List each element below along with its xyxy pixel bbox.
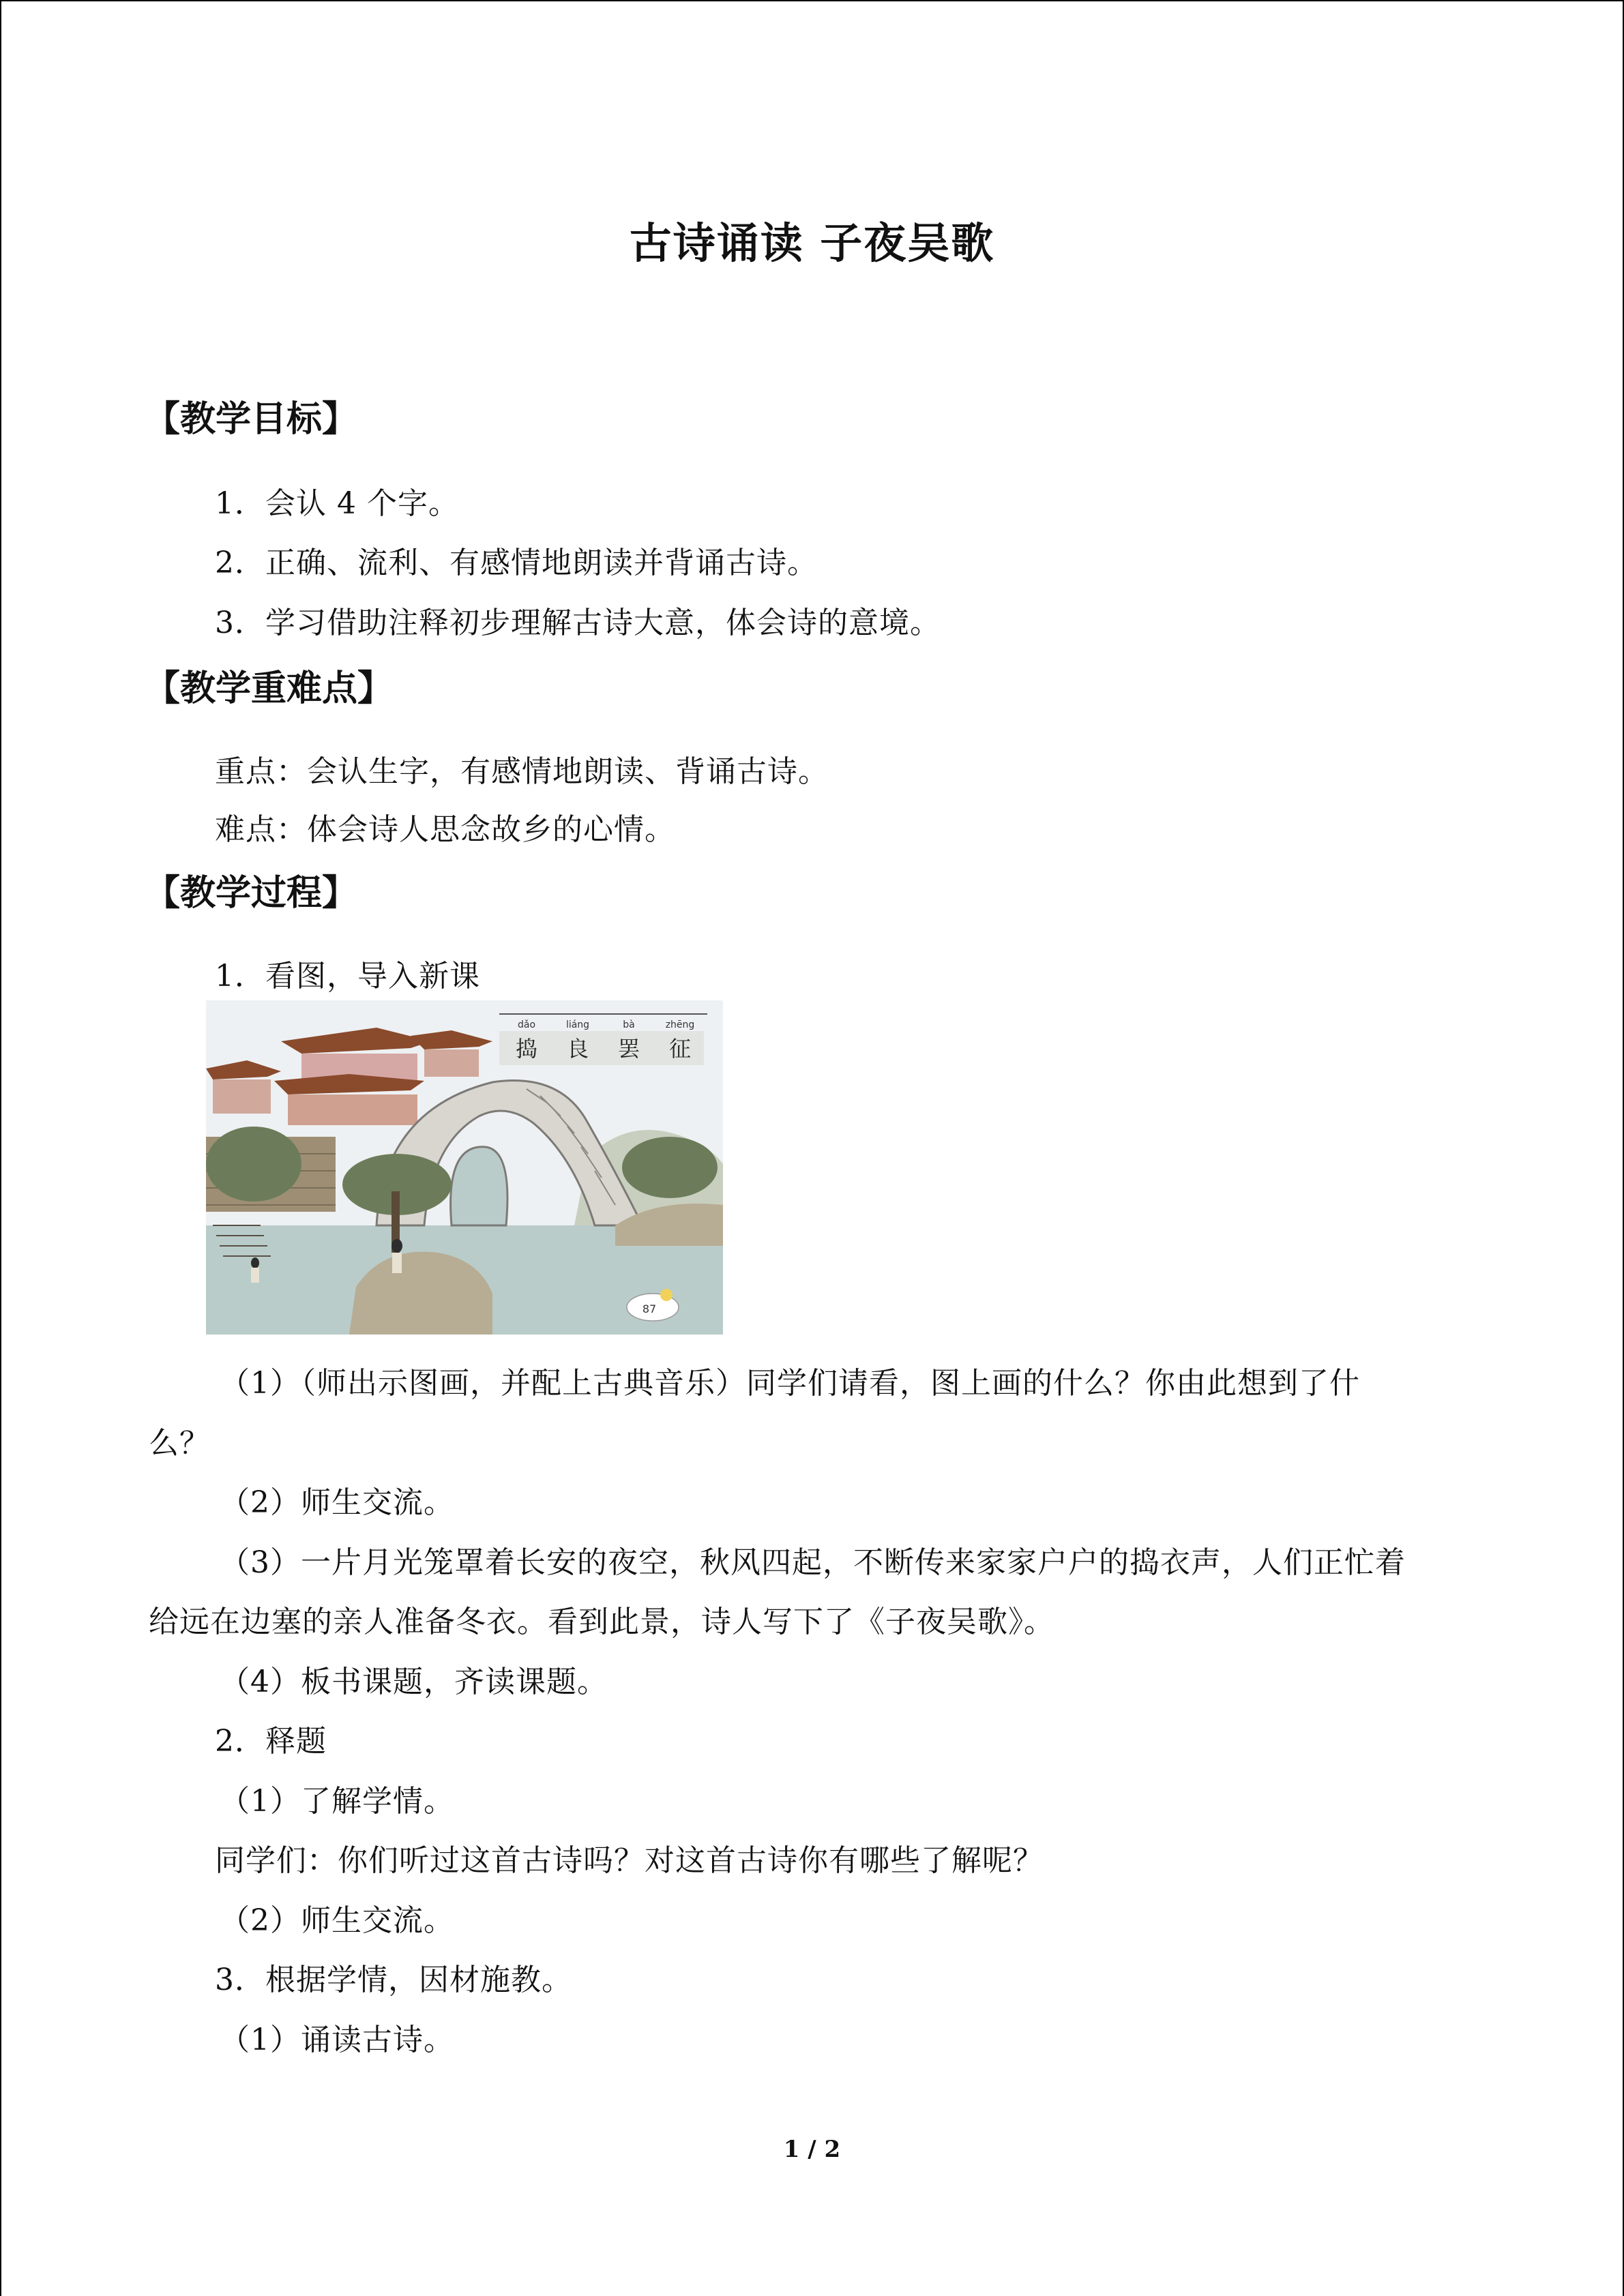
pinyin-dao: dǎo	[517, 1019, 536, 1030]
figure-page-mark: 87	[642, 1302, 657, 1315]
step-2: 2．释题	[215, 1724, 327, 1759]
step-2-item-2: （2）师生交流。	[220, 1903, 454, 1938]
step-3: 3．根据学情，因材施教。	[215, 1963, 572, 1997]
paragraph-2: （2）师生交流。	[220, 1485, 454, 1520]
paragraph-3b: 给远在边塞的亲人准备冬衣。看到此景，诗人写下了《子夜吴歌》。	[149, 1605, 1054, 1639]
step-3-item-1: （1）诵读古诗。	[220, 2023, 454, 2057]
page-title: 古诗诵读 子夜吴歌	[629, 218, 995, 268]
paragraph-1a: （1）（师出示图画，并配上古典音乐）同学们请看，图上画的什么？你由此想到了什	[220, 1366, 1360, 1401]
pinyin-liang: liáng	[565, 1019, 590, 1030]
char-dao: 捣	[515, 1036, 538, 1062]
step-1: 1．看图，导入新课	[215, 959, 480, 994]
heading-teaching-process: 【教学过程】	[145, 872, 358, 914]
pinyin-zheng: zhēng	[665, 1019, 695, 1030]
step-2-text: 同学们：你们听过这首古诗吗？对这首古诗你有哪些了解呢？	[215, 1843, 1044, 1878]
step-2-item-1: （1）了解学情。	[220, 1784, 454, 1819]
textbook-illustration	[206, 1000, 723, 1335]
heading-key-points: 【教学重难点】	[145, 668, 394, 709]
paragraph-1b: 么？	[149, 1426, 210, 1461]
char-zheng: 征	[668, 1036, 692, 1062]
paragraph-4: （4）板书课题，齐读课题。	[220, 1665, 608, 1699]
goal-item: 3．学习借助注释初步理解古诗大意，体会诗的意境。	[215, 606, 941, 640]
heading-teaching-goals: 【教学目标】	[145, 398, 358, 440]
page-number: 1 / 2	[783, 2136, 841, 2163]
goal-item: 1．会认 4 个字。	[215, 486, 459, 521]
key-point: 重点：会认生字，有感情地朗读、背诵古诗。	[215, 754, 829, 789]
pinyin-ba: bà	[623, 1019, 635, 1030]
char-liang: 良	[566, 1036, 589, 1062]
goal-item: 2．正确、流利、有感情地朗读并背诵古诗。	[215, 546, 818, 580]
char-ba: 罢	[617, 1036, 640, 1062]
paragraph-3a: （3）一片月光笼罩着长安的夜空，秋风四起，不断传来家家户户的捣衣声，人们正忙着	[220, 1545, 1406, 1580]
difficult-point: 难点：体会诗人思念故乡的心情。	[215, 812, 675, 847]
